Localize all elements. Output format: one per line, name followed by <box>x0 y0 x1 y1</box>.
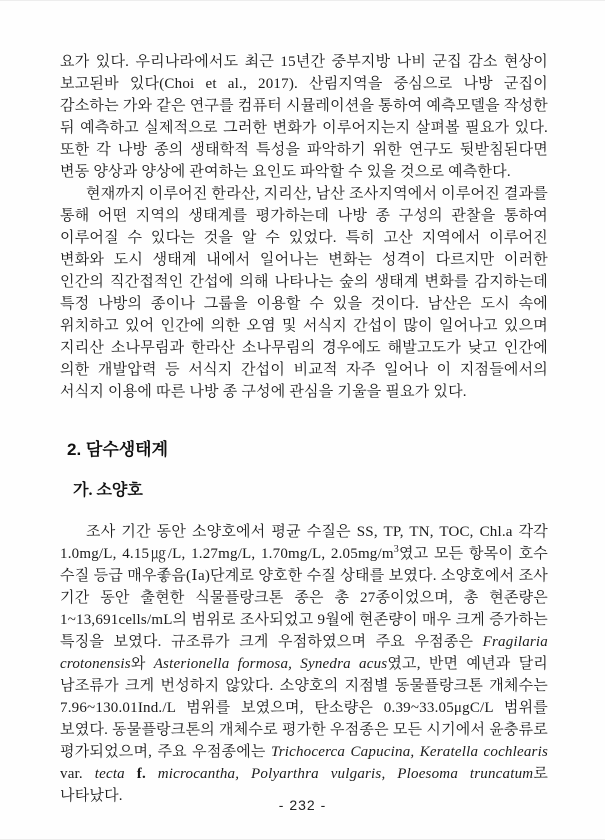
text-block <box>60 51 548 807</box>
paragraph-survey-area-results: 현재까지 이루어진 한라산, 지리산, 남산 조사지역에서 이루어진 결과를 통해 어떤 지역의 생태계를 평가하는데 나방 종 구성의 관찰을 통하여 이루어질 수 있다는 것을 알 수 있었다. 특히 고산 지역에서 이루어진 변화와 도시 생태계 내에서 일어나는 변화는 성격이 다르지만 이러한 인간의 직간접적인 간섭에 의해 나타나는 숲의 생태계 변화를 감지하는데 특정 나방의 종이나 그룹을 이용할 수 있을 것이다. 남산은 도시 속에 위치하고 있어 인간에 의한 오염 및 서식지 간섭이 많이 일어나고 있으며 지리산 소나무림과 한라산 소나무림의 경우에도 해발고도가 낮고 인간에 의한 개발압력 등 서식지 간섭이 비교적 자주 일어나 이 지점들에서의 서식지 이용에 따른 나방 종 구성에 관심을 기울을 필요가 있다. <box>60 186 548 400</box>
page-number: - 232 - <box>278 797 327 813</box>
paragraph-moth-community-monitoring: 요가 있다. 우리나라에서도 최근 15년간 중부지방 나비 군집 감소 현상이 보고된바 있다(Choi et al., 2017). 산림지역을 중심으로 나방 군집이 감소하는 가와 같은 연구를 컴퓨터 시뮬레이션을 통하여 예측모델을 작성한 뒤 예측하고 실제적으로 그러한 변화가 이루어지는지 살펴볼 필요가 있다. 또한 각 나방 종의 생태학적 특성을 파악하기 위한 연구도 뒷받침된다면 변동 양상과 양상에 관여하는 요인도 파악할 수 있을 것으로 예측한다. <box>60 54 548 180</box>
section-heading-freshwater-ecosystem: 2. 담수생태계 <box>67 440 169 459</box>
subsection-heading-soyang-lake: 가. 소양호 <box>73 482 143 499</box>
paragraph-soyang-water-quality: 조사 기간 동안 소양호에서 평균 수질은 SS, TP, TN, TOC, Chl.a 각각 1.0mg/L, 4.15㎍/L, 1.27mg/L, 1.70mg/L, $2.05mg/m^3$였고 모든 항목이 호수 수질 등급 매우좋음(Ⅰa)단계로 양호한 수질 상태를 보였다. 소양호에서 조사 기간 동안 출현한 식물플랑크톤 종은 총 27종이었으며, 총 현존량은 1~13,691cells/mL의 범위로 조사되었고 9월에 현존량이 매우 크게 증가하는 특징을 보였다. 규조류가 크게 우점하였으며 주요 우점종은 Fragilaria crotonensis와 Asterionella formosa, Synedra acus였고, 반면 예년과 달리 남조류가 크게 번성하지 않았다. 소양호의 지점별 동물플랑크톤 개체수는 7.96~130.01Ind./L 범위를 보였으며, 탄소량은 0.39~33.05μgC/L 범위를 보였다. 동물플랑크톤의 개체수로 평가한 우점종은 모든 시기에서 윤충류로 평가되었으며, 주요 우점종에는 Trichocerca Capucina, Keratella cochlearis var. tecta f. microcantha, Polyarthra vulgaris, Ploesoma truncatum로 나타났다. <box>60 524 549 804</box>
